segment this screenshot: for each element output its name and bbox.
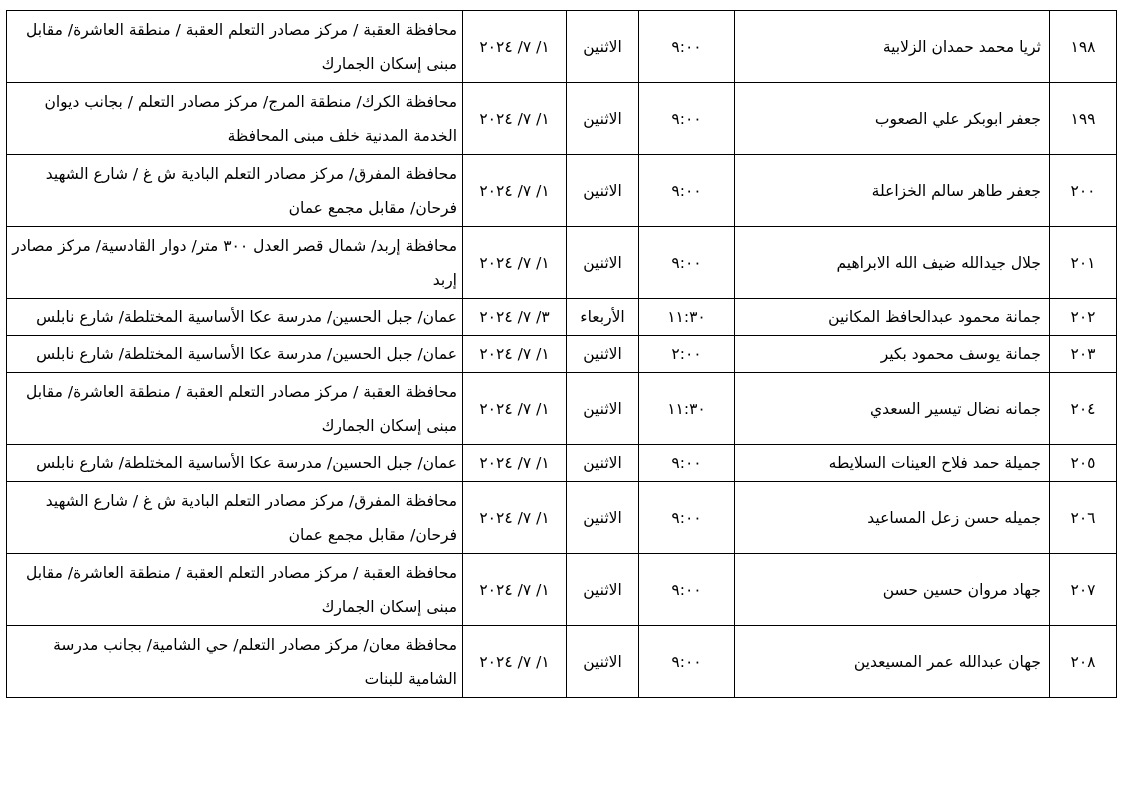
exam-location: عمان/ جبل الحسين/ مدرسة عكا الأساسية المختلطة/ شارع نابلس [7, 336, 463, 373]
exam-date: ١/ ٧/ ٢٠٢٤ [463, 626, 567, 698]
person-name: جمانة يوسف محمود بكير [735, 336, 1050, 373]
exam-location: عمان/ جبل الحسين/ مدرسة عكا الأساسية المختلطة/ شارع نابلس [7, 445, 463, 482]
person-name: جعفر طاهر سالم الخزاعلة [735, 155, 1050, 227]
exam-location: محافظة المفرق/ مركز مصادر التعلم البادية ش غ / شارع الشهيد فرحان/ مقابل مجمع عمان [7, 482, 463, 554]
exam-day: الاثنين [567, 482, 639, 554]
exam-day: الاثنين [567, 373, 639, 445]
exam-location: محافظة معان/ مركز مصادر التعلم/ حي الشامية/ بجانب مدرسة الشامية للبنات [7, 626, 463, 698]
person-name: ثريا محمد حمدان الزلابية [735, 11, 1050, 83]
person-name: جمانة محمود عبدالحافظ المكانين [735, 299, 1050, 336]
exam-day: الاثنين [567, 554, 639, 626]
exam-date: ١/ ٧/ ٢٠٢٤ [463, 227, 567, 299]
exam-time: ٩:٠٠ [639, 482, 735, 554]
exam-location: محافظة الكرك/ منطقة المرج/ مركز مصادر التعلم / بجانب ديوان الخدمة المدنية خلف مبنى المحافظة [7, 83, 463, 155]
table-row [7, 155, 1117, 227]
table-row [7, 445, 1117, 482]
exam-location: محافظة العقبة / مركز مصادر التعلم العقبة / منطقة العاشرة/ مقابل مبنى إسكان الجمارك [7, 373, 463, 445]
table-row [7, 336, 1117, 373]
row-number: ١٩٩ [1050, 83, 1117, 155]
row-number: ٢٠٠ [1050, 155, 1117, 227]
row-number: ٢٠٦ [1050, 482, 1117, 554]
exam-location: محافظة المفرق/ مركز مصادر التعلم البادية ش غ / شارع الشهيد فرحان/ مقابل مجمع عمان [7, 155, 463, 227]
exam-location: محافظة العقبة / مركز مصادر التعلم العقبة / منطقة العاشرة/ مقابل مبنى إسكان الجمارك [7, 11, 463, 83]
table-row [7, 554, 1117, 626]
row-number: ٢٠١ [1050, 227, 1117, 299]
exam-time: ٩:٠٠ [639, 83, 735, 155]
exam-time: ٩:٠٠ [639, 227, 735, 299]
exam-day: الأربعاء [567, 299, 639, 336]
person-name: جميله حسن زعل المساعيد [735, 482, 1050, 554]
exam-day: الاثنين [567, 11, 639, 83]
person-name: جميلة حمد فلاح العينات السلايطه [735, 445, 1050, 482]
exam-time: ٩:٠٠ [639, 626, 735, 698]
exam-date: ١/ ٧/ ٢٠٢٤ [463, 155, 567, 227]
row-number: ١٩٨ [1050, 11, 1117, 83]
row-number: ٢٠٨ [1050, 626, 1117, 698]
person-name: جهان عبدالله عمر المسيعدين [735, 626, 1050, 698]
schedule-table [6, 10, 1117, 698]
exam-time: ١١:٣٠ [639, 373, 735, 445]
person-name: جلال جيدالله ضيف الله الابراهيم [735, 227, 1050, 299]
exam-day: الاثنين [567, 83, 639, 155]
exam-location: محافظة إربد/ شمال قصر العدل ٣٠٠ متر/ دوار القادسية/ مركز مصادر إربد [7, 227, 463, 299]
table-row [7, 227, 1117, 299]
exam-location: عمان/ جبل الحسين/ مدرسة عكا الأساسية المختلطة/ شارع نابلس [7, 299, 463, 336]
person-name: جهاد مروان حسين حسن [735, 554, 1050, 626]
exam-day: الاثنين [567, 155, 639, 227]
exam-time: ٩:٠٠ [639, 445, 735, 482]
exam-time: ٩:٠٠ [639, 155, 735, 227]
exam-date: ١/ ٧/ ٢٠٢٤ [463, 482, 567, 554]
row-number: ٢٠٣ [1050, 336, 1117, 373]
exam-time: ٩:٠٠ [639, 11, 735, 83]
exam-day: الاثنين [567, 227, 639, 299]
exam-time: ١١:٣٠ [639, 299, 735, 336]
exam-time: ٢:٠٠ [639, 336, 735, 373]
exam-date: ٣/ ٧/ ٢٠٢٤ [463, 299, 567, 336]
row-number: ٢٠٥ [1050, 445, 1117, 482]
exam-date: ١/ ٧/ ٢٠٢٤ [463, 445, 567, 482]
table-row [7, 373, 1117, 445]
exam-date: ١/ ٧/ ٢٠٢٤ [463, 336, 567, 373]
row-number: ٢٠٢ [1050, 299, 1117, 336]
exam-date: ١/ ٧/ ٢٠٢٤ [463, 373, 567, 445]
person-name: جمانه نضال تيسير السعدي [735, 373, 1050, 445]
exam-location: محافظة العقبة / مركز مصادر التعلم العقبة / منطقة العاشرة/ مقابل مبنى إسكان الجمارك [7, 554, 463, 626]
row-number: ٢٠٤ [1050, 373, 1117, 445]
table-row [7, 83, 1117, 155]
table-row [7, 626, 1117, 698]
exam-date: ١/ ٧/ ٢٠٢٤ [463, 554, 567, 626]
exam-day: الاثنين [567, 336, 639, 373]
exam-time: ٩:٠٠ [639, 554, 735, 626]
table-row [7, 11, 1117, 83]
exam-day: الاثنين [567, 626, 639, 698]
person-name: جعفر ابوبكر علي الصعوب [735, 83, 1050, 155]
exam-date: ١/ ٧/ ٢٠٢٤ [463, 11, 567, 83]
exam-day: الاثنين [567, 445, 639, 482]
table-row [7, 299, 1117, 336]
exam-date: ١/ ٧/ ٢٠٢٤ [463, 83, 567, 155]
row-number: ٢٠٧ [1050, 554, 1117, 626]
table-row [7, 482, 1117, 554]
